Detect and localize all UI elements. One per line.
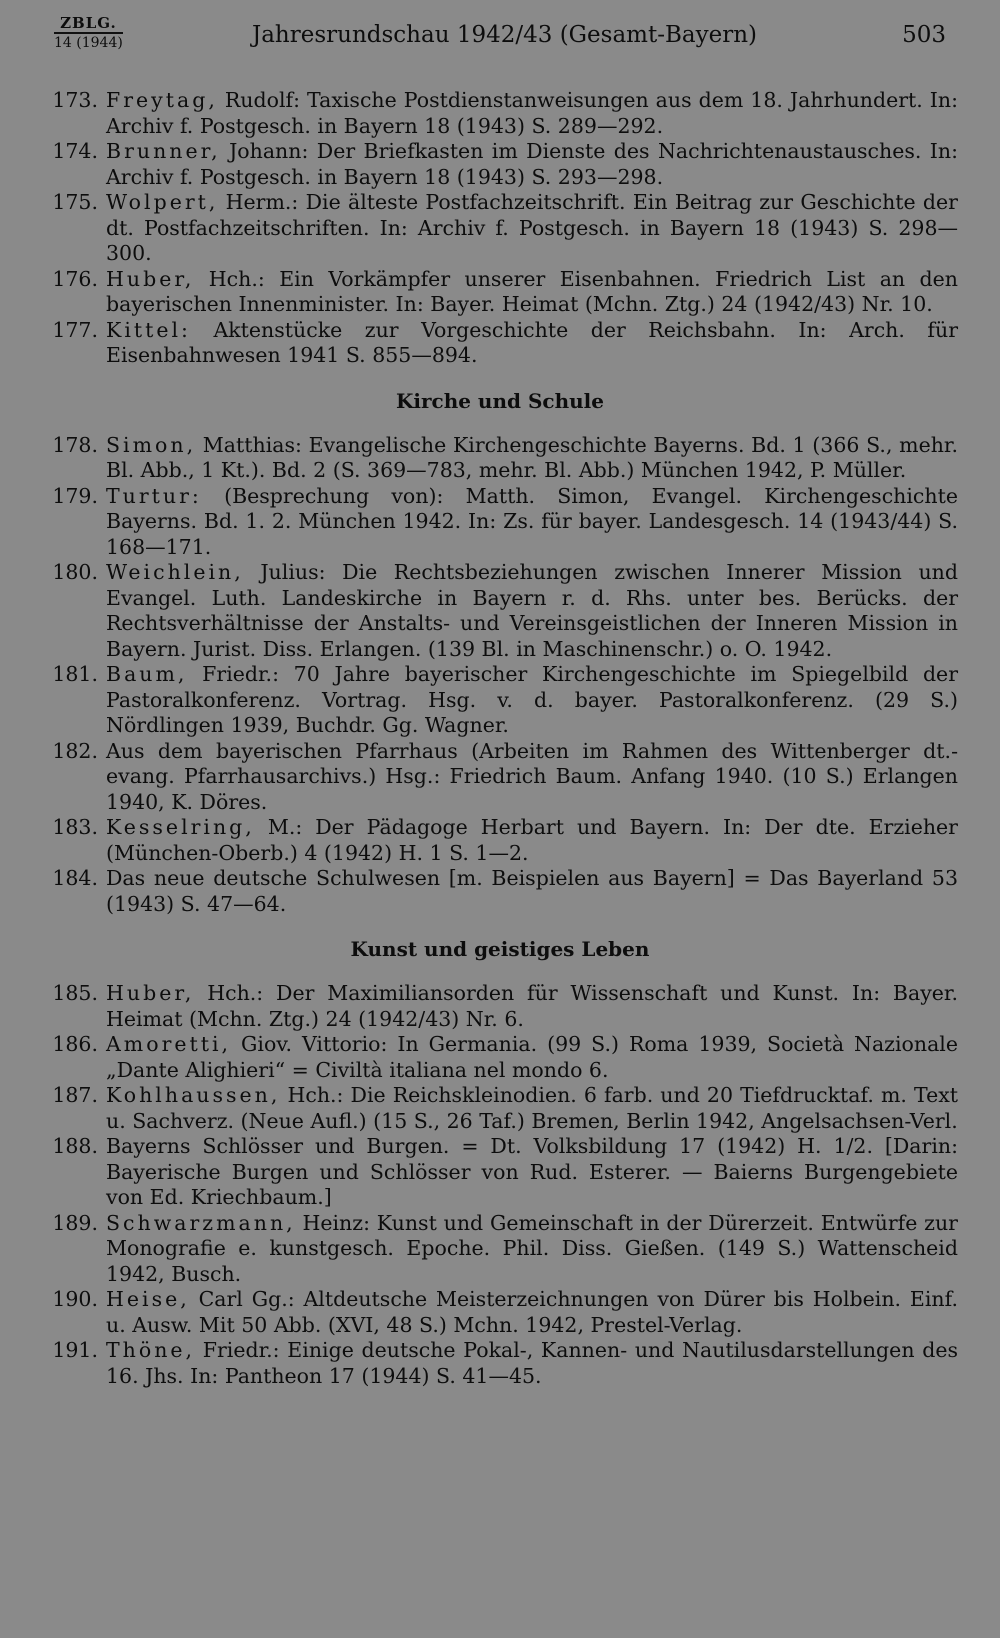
- entry-text: Hch.: Ein Vorkämpfer unserer Eisenbahnen. Friedrich List an den bayerischen Innenminister. In: Bayer. Heimat (Mchn. Ztg.) 24 (1942/43) Nr. 10.: [106, 266, 958, 316]
- entry-text: M.: Der Pädagoge Herbart und Bayern. In: Der dte. Erzieher (München-Oberb.) 4 (1942) H. 1 S. 1—2.: [106, 815, 958, 865]
- entry-author: Schwarzmann,: [106, 1210, 296, 1235]
- entry-number: 190.: [52, 1287, 98, 1311]
- entry-author: Brunner,: [106, 139, 221, 163]
- entry-number: 184.: [52, 866, 98, 890]
- entry-number: 180.: [52, 560, 98, 584]
- entry-author: Baum,: [106, 662, 188, 686]
- entry-number: 177.: [52, 317, 98, 342]
- page-header: [42, 0, 958, 78]
- entry-text: Johann: Der Briefkasten im Dienste des Nachrichtenaustausches. In: Archiv f. Postgesch. in Bayern 18 (1943) S. 293—298.: [106, 139, 958, 189]
- entry-number: 179.: [52, 483, 98, 508]
- bibliography-entry: [42, 267, 958, 318]
- bibliography-entry: [42, 981, 958, 1032]
- entry-text: Aktenstücke zur Vorgeschichte der Reichsbahn. In: Arch. für Eisenbahnwesen 1941 S. 855—894.: [106, 317, 958, 367]
- entry-author: Huber,: [106, 266, 195, 291]
- entry-text: (Besprechung von): Matth. Simon, Evangel. Kirchengeschichte Bayerns. Bd. 1. 2. München 1942. In: Zs. für bayer. Landesgesch. 14 (1943/44) S. 168—171.: [106, 483, 958, 559]
- bibliography-entry: [42, 1134, 958, 1211]
- entry-text: Carl Gg.: Altdeutsche Meisterzeichnungen von Dürer bis Holbein. Einf. u. Ausw. Mit 50 Abb. (XVI, 48 S.) Mchn. 1942, Prestel-Verlag.: [106, 1287, 958, 1337]
- entry-text: Friedr.: Einige deutsche Pokal-, Kannen- und Nautilusdarstellungen des 16. Jhs. In: Pantheon 17 (1944) S. 41—45.: [106, 1338, 958, 1388]
- entry-number: 185.: [52, 981, 98, 1005]
- bibliography-entry: [42, 190, 958, 267]
- bibliography-entry: [42, 1338, 958, 1389]
- entry-author: Amoretti,: [106, 1032, 232, 1056]
- bibliography-entry: [42, 1211, 958, 1288]
- entry-text: Matthias: Evangelische Kirchengeschichte Bayerns. Bd. 1 (366 S., mehr. Bl. Abb., 1 Kt.). Bd. 2 (S. 369—783, mehr. Bl. Abb.) München 1942, P. Müller.: [106, 432, 958, 482]
- entry-text: Giov. Vittorio: In Germania. (99 S.) Roma 1939, Società Nazionale „Dante Alighieri“ = Civiltà italiana nel mondo 6.: [106, 1032, 958, 1082]
- entry-author: Weichlein,: [106, 560, 244, 584]
- entry-author: Kesselring,: [106, 815, 255, 839]
- entry-author: Huber,: [106, 981, 195, 1005]
- entry-number: 181.: [52, 662, 98, 686]
- entry-author: Simon,: [106, 432, 197, 457]
- entry-author: Kohlhaussen,: [106, 1083, 281, 1107]
- bibliography-entry: [42, 318, 958, 369]
- running-title: Jahresrundschau 1942/43 (Gesamt-Bayern): [252, 22, 757, 48]
- entry-author: Kittel:: [106, 317, 191, 342]
- page-number: 503: [902, 22, 946, 48]
- bibliography-entry: [42, 739, 958, 816]
- entry-number: 183.: [52, 815, 98, 839]
- entry-author: Thöne,: [106, 1338, 196, 1362]
- entry-author: Wolpert,: [106, 190, 219, 214]
- entry-number: 176.: [52, 266, 98, 291]
- entry-text: Julius: Die Rechtsbeziehungen zwischen Innerer Mission und Evangel. Luth. Landeskirche in Bayern r. d. Rhs. unter bes. Berücks. der Rechtsverhältnisse der Anstalts- und Vereinsgeistlichen der Inneren Mission in Bayern. Jurist. Diss. Erlangen. (139 Bl. in Maschinenschr.) o. O. 1942.: [106, 560, 958, 661]
- entry-number: 186.: [52, 1032, 98, 1056]
- entry-text: Heinz: Kunst und Gemeinschaft in der Dürerzeit. Entwürfe zur Monografie e. kunstgesch. Epoche. Phil. Diss. Gießen. (149 S.) Wattenscheid 1942, Busch.: [106, 1210, 958, 1286]
- entry-number: 191.: [52, 1338, 98, 1362]
- entry-author: Heise,: [106, 1287, 190, 1311]
- entry-text: Hch.: Die Reichskleinodien. 6 farb. und 20 Tiefdrucktaf. m. Text u. Sachverz. (Neue Aufl.) (15 S., 26 Taf.) Bremen, Berlin 1942, Angelsachsen-Verl.: [106, 1083, 958, 1133]
- entries-art-culture: [42, 981, 958, 1389]
- journal-reference: [54, 14, 123, 52]
- entry-text: Rudolf: Taxische Postdienstanweisungen aus dem 18. Jahrhundert. In: Archiv f. Postgesch. in Bayern 18 (1943) S. 289—292.: [106, 88, 958, 138]
- entry-text: Hch.: Der Maximiliansorden für Wissenschaft und Kunst. In: Bayer. Heimat (Mchn. Ztg.) 24 (1942/43) Nr. 6.: [106, 981, 958, 1031]
- entry-number: 178.: [52, 432, 98, 457]
- entry-author: Turtur:: [106, 483, 202, 508]
- bibliography-entry: [42, 139, 958, 190]
- entries-church-school: [42, 433, 958, 918]
- entry-text: Bayerns Schlösser und Burgen. = Dt. Volksbildung 17 (1942) H. 1/2. [Darin: Bayerische Burgen und Schlösser von Rud. Esterer. — Baierns Burgengebiete von Ed. Kriechbaum.]: [106, 1134, 958, 1209]
- bibliography-entry: [42, 1083, 958, 1134]
- bibliography-entry: [42, 88, 958, 139]
- section-heading-art-culture: Kunst und geistiges Leben: [350, 937, 650, 961]
- entry-text: Herm.: Die älteste Postfachzeitschrift. Ein Beitrag zur Geschichte der dt. Postfachzeitschriften. In: Archiv f. Postgesch. in Bayern 18 (1943) S. 298—300.: [106, 190, 958, 265]
- journal-abbreviation: ZBLG.: [60, 14, 117, 32]
- entry-number: 188.: [52, 1134, 98, 1158]
- entry-number: 189.: [52, 1210, 98, 1235]
- bibliography-entry: [42, 433, 958, 484]
- entry-number: 187.: [52, 1083, 98, 1107]
- entries-transport: [42, 88, 958, 369]
- bibliography-entry: [42, 662, 958, 739]
- entry-author: Freytag,: [106, 88, 218, 112]
- entry-number: 174.: [52, 139, 98, 163]
- entry-number: 175.: [52, 190, 98, 214]
- entry-number: 182.: [52, 738, 98, 763]
- entry-text: Das neue deutsche Schulwesen [m. Beispielen aus Bayern] = Das Bayerland 53 (1943) S. 47—64.: [106, 866, 958, 916]
- journal-volume: 14 (1944): [54, 32, 123, 52]
- bibliography-entry: [42, 560, 958, 662]
- entry-text: Aus dem bayerischen Pfarrhaus (Arbeiten im Rahmen des Wittenberger dt.-evang. Pfarrhausarchivs.) Hsg.: Friedrich Baum. Anfang 1940. (10 S.) Erlangen 1940, K. Döres.: [106, 738, 958, 814]
- bibliography-entry: [42, 1032, 958, 1083]
- bibliography-entry: [42, 866, 958, 917]
- section-heading-church-school: Kirche und Schule: [396, 388, 604, 413]
- entry-text: Friedr.: 70 Jahre bayerischer Kirchengeschichte im Spiegelbild der Pastoralkonferenz. Vortrag. Hsg. v. d. bayer. Pastoralkonferenz. (29 S.) Nördlingen 1939, Buchdr. Gg. Wagner.: [106, 662, 958, 737]
- entry-number: 173.: [52, 88, 98, 112]
- bibliography-entry: [42, 1287, 958, 1338]
- bibliography-entry: [42, 815, 958, 866]
- bibliography-entry: [42, 484, 958, 561]
